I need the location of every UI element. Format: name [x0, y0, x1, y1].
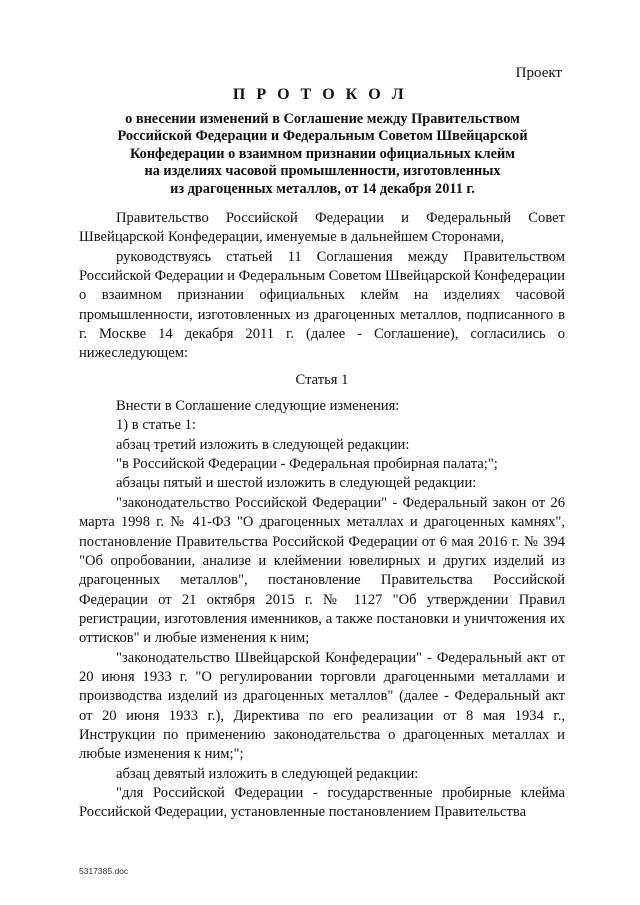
- paragraph-fifth-sixth-abzats: абзацы пятый и шестой изложить в следующей редакции:: [116, 475, 477, 492]
- paragraph-swiss-legislation: "законодательство Швейцарской Конфедерации" - Федеральный акт от 20 июня 1933 г. "О регулировании торговли драгоценными металлами и производства изделий из драгоценных металлов" (далее - Федеральный акт от 20 июня 1933 г.), Директива по его реализации от 8 мая 1934 г., Инструкции по применению законодательства о драгоценных металлах и любые изменения к ним;";: [79, 649, 565, 763]
- paragraph-ninth-abzats: абзац девятый изложить в следующей редакции:: [116, 765, 419, 782]
- paragraph-parties: Правительство Российской Федерации и Федеральный Совет Швейцарской Конфедерации, именуемые в дальнейшем Сторонами,: [79, 210, 565, 246]
- paragraph-russian-legislation: "законодательство Российской Федерации" - Федеральный закон от 26 марта 1998 г. № 41-ФЗ "О драгоценных металлах и драгоценных камнях", постановление Правительства Российской Федерации от 6 мая 2016 г. № 394 "Об опробовании, анализе и клеймении ювелирных и других изделий из драгоценных металлов", постановление Правительства Российской Федерации от 21 октября 2015 г. № 1127 "Об утверждении Правил регистрации, изготовления именников, а также постановки и уничтожения их оттисков" и любые изменения к ним;: [79, 494, 565, 647]
- footer-doc-id: 5317385.doc: [79, 866, 129, 876]
- draft-label: Проект: [515, 65, 562, 81]
- paragraph-hallmarks: "для Российской Федерации - государственные пробирные клейма Российской Федерации, установленные постановлением Правительства: [79, 784, 565, 821]
- subtitle-line: о внесении изменений в Соглашение между Правительством: [125, 111, 520, 127]
- subtitle-line: из драгоценных металлов, от 14 декабря 2011 г.: [170, 180, 475, 197]
- subtitle-line: Российской Федерации и Федеральным Советом Швейцарской: [117, 128, 528, 145]
- subtitle-line: на изделиях часовой промышленности, изготовленных: [144, 163, 501, 180]
- paragraph-amendments-intro: Внести в Соглашение следующие изменения:: [116, 398, 400, 415]
- paragraph-preamble: руководствуясь статьей 11 Соглашения между Правительством Российской Федерации и Федеральным Советом Швейцарской Конфедерации о взаимном признании официальных клейм на изделиях часовой промышленности, изготовленных из драгоценных металлов, подписанного в г. Москве 14 декабря 2011 г. (далее - Соглашение), согласились о нижеследующем:: [79, 248, 565, 362]
- subtitle-line: Конфедерации о взаимном признании официальных клейм: [130, 145, 515, 162]
- paragraph-quote-assay: "в Российской Федерации - Федеральная пробирная палата;";: [116, 456, 498, 473]
- paragraph-item-1: 1) в статье 1:: [116, 417, 196, 434]
- document-title: П Р О Т О К О Л: [232, 86, 408, 103]
- document-body: [79, 209, 565, 823]
- document-subtitle: [100, 111, 545, 198]
- paragraph-third-abzats: абзац третий изложить в следующей редакции:: [116, 436, 410, 453]
- article-heading: Статья 1: [295, 371, 349, 388]
